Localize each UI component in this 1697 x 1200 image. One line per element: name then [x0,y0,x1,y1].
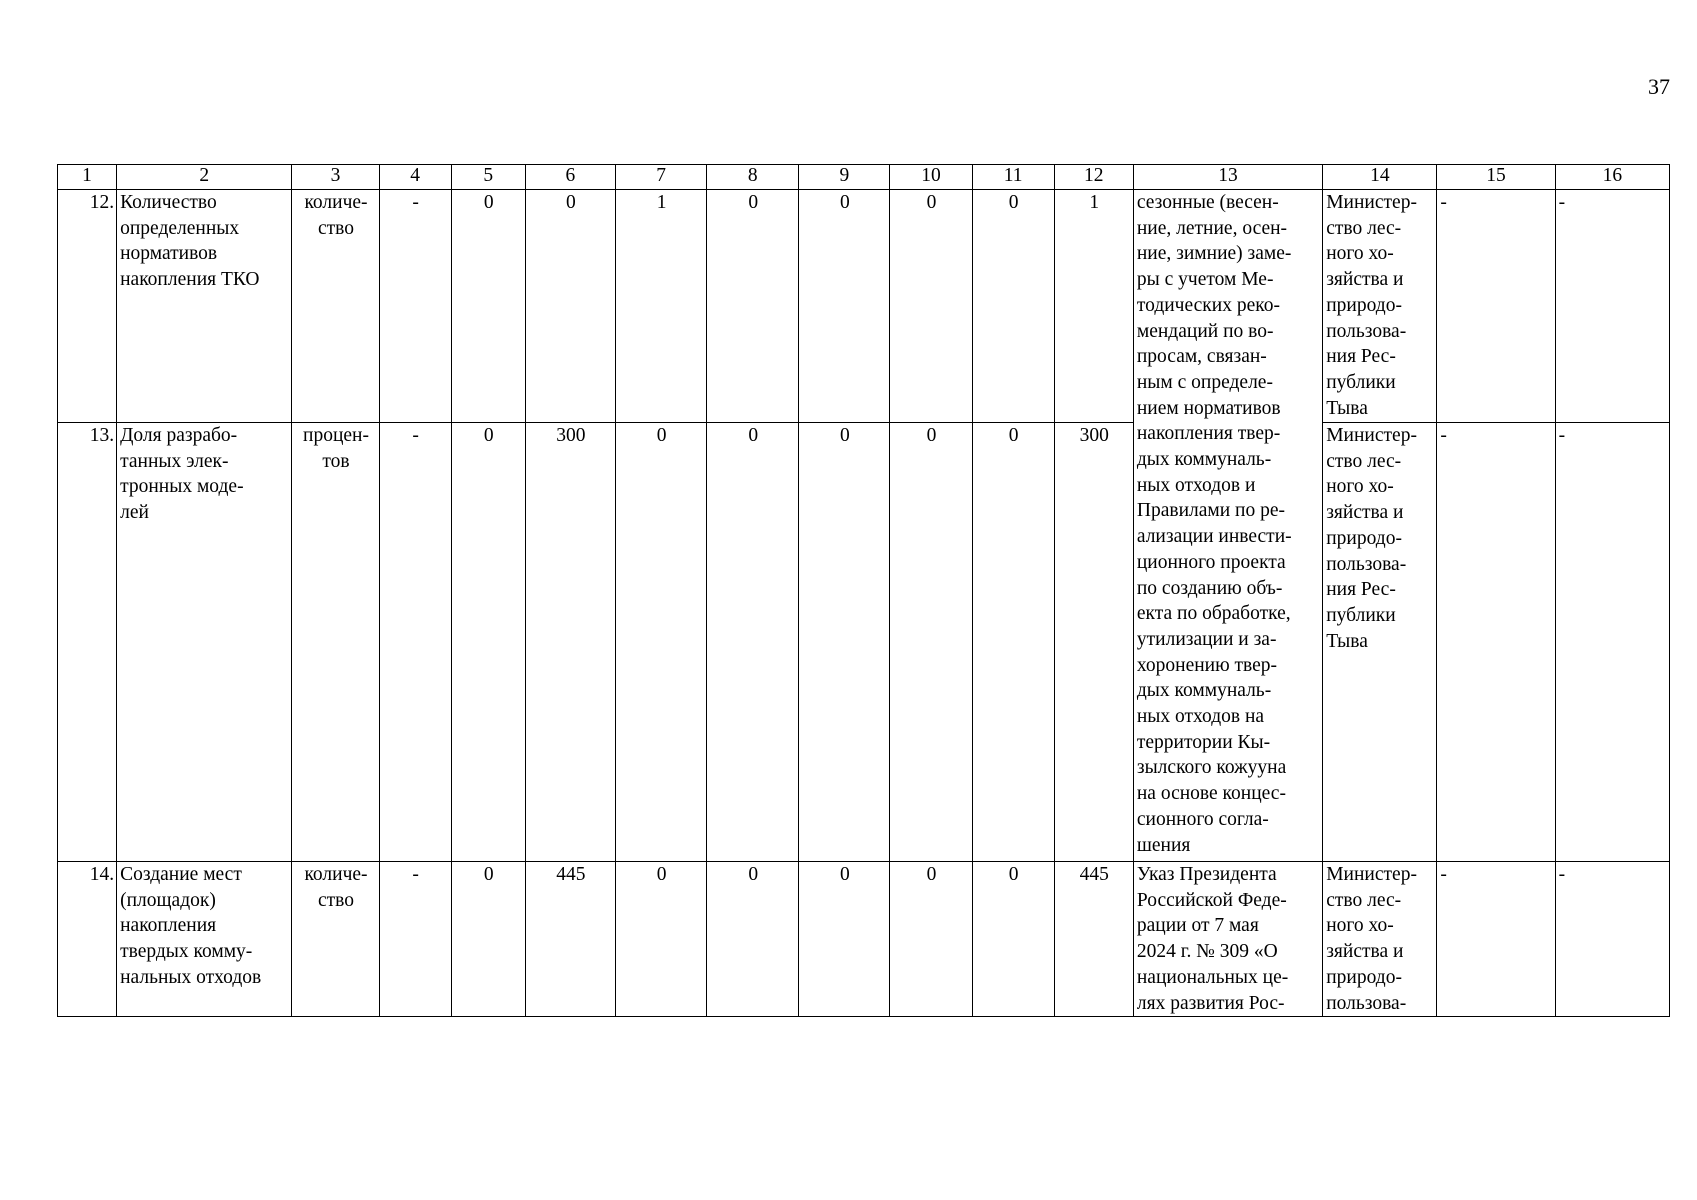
responsible-cell: Министер- ство лес- ного хо- зяйства и природо- пользова- ния Рес- публики Тыва [1323,190,1437,423]
indicator-name: Количество определенных нормативов накопления ТКО [117,190,292,423]
value-cell: 0 [890,423,972,862]
value-cell: 0 [707,423,799,862]
table-row [58,423,1670,862]
unit-cell: количе- ство [292,190,379,423]
value-cell: 0 [890,190,972,423]
indicators-table [57,164,1670,1017]
responsible-cell: Министер- ство лес- ного хо- зяйства и природо- пользова- ния Рес- публики Тыва [1323,423,1437,862]
value-cell: - [379,190,451,423]
value-cell: 445 [1054,862,1133,1017]
value-cell: 0 [615,862,706,1017]
column-header: 11 [972,165,1054,190]
value-cell: 1 [1054,190,1133,423]
column-header: 10 [890,165,972,190]
value-cell: - [1555,862,1669,1017]
responsible-cell: Министер- ство лес- ного хо- зяйства и природо- пользова- [1323,862,1437,1017]
unit-cell: количе- ство [292,862,379,1017]
page-number: 37 [1648,74,1670,99]
row-number: 14. [58,862,117,1017]
column-header: 8 [707,165,799,190]
value-cell: 300 [1054,423,1133,862]
value-cell: - [1555,423,1669,862]
value-cell: 0 [799,423,890,862]
value-cell: - [1555,190,1669,423]
value-cell: 0 [799,190,890,423]
column-header: 7 [615,165,706,190]
column-header: 1 [58,165,117,190]
value-cell: - [379,423,451,862]
value-cell: 0 [525,190,615,423]
value-cell: 0 [451,190,525,423]
indicator-name: Создание мест (площадок) накопления твердых комму- нальных отходов [117,862,292,1017]
basis-cell: Указ Президента Российской Феде- рации от 7 мая 2024 г. № 309 «О национальных це- лях развития Рос- [1133,862,1322,1017]
value-cell: - [1437,862,1555,1017]
value-cell: 0 [799,862,890,1017]
row-number: 13. [58,423,117,862]
table-row [58,862,1670,1017]
value-cell: 0 [972,190,1054,423]
value-cell: - [1437,423,1555,862]
column-header: 2 [117,165,292,190]
column-header: 14 [1323,165,1437,190]
column-header: 6 [525,165,615,190]
value-cell: 445 [525,862,615,1017]
basis-cell: сезонные (весен- ние, летние, осен- ние, зимние) заме- ры с учетом Ме- тодических реко- мендаций по во- просам, связан- ным с определе- нием нормативов накопления твер- дых коммуналь- ных отходов и Правилами по ре- ализации инвести- ционного проекта по созданию объ- екта по обработке, утилизации и за- хоронению твер- дых коммуналь- ных отходов на территории Кы- зылского кожууна на основе концес- сионного согла- шения [1133,190,1322,862]
value-cell: 0 [972,862,1054,1017]
column-header: 4 [379,165,451,190]
row-number: 12. [58,190,117,423]
unit-cell: процен- тов [292,423,379,862]
value-cell: - [379,862,451,1017]
value-cell: 1 [615,190,706,423]
value-cell: 0 [890,862,972,1017]
value-cell: 0 [707,190,799,423]
column-header: 9 [799,165,890,190]
column-header: 5 [451,165,525,190]
table-row [58,190,1670,423]
table-header-row [58,165,1670,190]
value-cell: 0 [972,423,1054,862]
value-cell: 0 [615,423,706,862]
column-header: 13 [1133,165,1322,190]
value-cell: 0 [707,862,799,1017]
indicator-name: Доля разрабо- танных элек- тронных моде- лей [117,423,292,862]
column-header: 16 [1555,165,1669,190]
column-header: 15 [1437,165,1555,190]
value-cell: - [1437,190,1555,423]
value-cell: 0 [451,423,525,862]
value-cell: 300 [525,423,615,862]
column-header: 3 [292,165,379,190]
column-header: 12 [1054,165,1133,190]
value-cell: 0 [451,862,525,1017]
